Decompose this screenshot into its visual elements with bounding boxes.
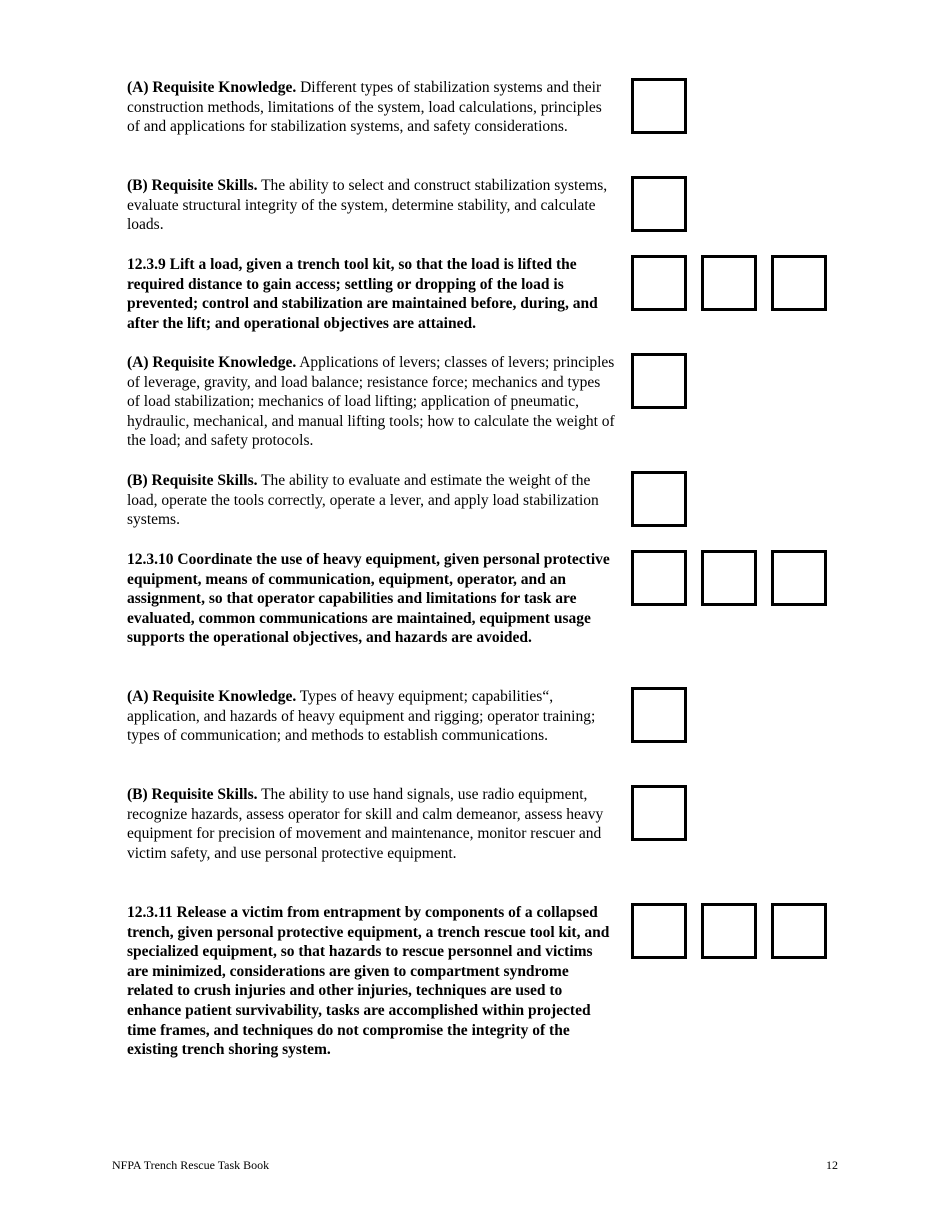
signoff-boxes bbox=[631, 353, 701, 409]
signoff-checkbox[interactable] bbox=[701, 903, 757, 959]
section-12-3-10-a bbox=[127, 687, 847, 746]
section-12-3-8-b bbox=[127, 176, 847, 235]
signoff-checkbox[interactable] bbox=[631, 176, 687, 232]
signoff-boxes bbox=[631, 903, 841, 959]
signoff-checkbox[interactable] bbox=[631, 785, 687, 841]
task-statement: 12.3.11 Release a victim from entrapment by components of a collapsed trench, given personal protective equipment, a trench rescue tool kit, and specialized equipment, so that hazards to rescue personnel and victims are minimized, considerations are given to compartment syndrome related to crush injuries and other injuries, techniques are used to enhance patient survivability, tasks are accomplished within projected time frames, and techniques do not compromise the integrity of the existing trench shoring system. bbox=[127, 904, 610, 1059]
signoff-checkbox[interactable] bbox=[701, 255, 757, 311]
requisite-knowledge-text: (A) Requisite Knowledge. Applications of levers; classes of levers; principles of leverage, gravity, and load balance; resistance force; mechanics and types of load stabilization; mechanics of load lifting; application of pneumatic, hydraulic, mechanical, and manual lifting tools; how to calculate the weight of the load; and safety protocols. bbox=[127, 354, 615, 450]
signoff-checkbox[interactable] bbox=[631, 78, 687, 134]
requisite-knowledge-text: (A) Requisite Knowledge. Different types of stabilization systems and their construction methods, limitations of the system, load calculations, principles of and applications for stabilization systems, and safety considerations. bbox=[127, 79, 602, 136]
signoff-checkbox[interactable] bbox=[631, 353, 687, 409]
signoff-boxes bbox=[631, 550, 841, 606]
signoff-boxes bbox=[631, 687, 701, 743]
section-12-3-10-b bbox=[127, 785, 847, 863]
signoff-checkbox[interactable] bbox=[701, 550, 757, 606]
signoff-checkbox[interactable] bbox=[631, 471, 687, 527]
section-12-3-10 bbox=[127, 550, 847, 648]
signoff-boxes bbox=[631, 785, 701, 841]
section-12-3-11 bbox=[127, 903, 847, 1060]
signoff-checkbox[interactable] bbox=[771, 903, 827, 959]
requisite-skills-text: (B) Requisite Skills. The ability to select and construct stabilization systems, evaluate structural integrity of the system, determine stability, and calculate loads. bbox=[127, 177, 608, 234]
signoff-checkbox[interactable] bbox=[771, 550, 827, 606]
signoff-checkbox[interactable] bbox=[631, 255, 687, 311]
signoff-checkbox[interactable] bbox=[771, 255, 827, 311]
requisite-skills-text: (B) Requisite Skills. The ability to use hand signals, use radio equipment, recognize hazards, assess operator for skill and calm demeanor, assess heavy equipment for precision of movement and maintenance, monitor rescuer and victim safety, and use personal protective equipment. bbox=[127, 786, 604, 862]
signoff-checkbox[interactable] bbox=[631, 687, 687, 743]
signoff-checkbox[interactable] bbox=[631, 903, 687, 959]
section-12-3-9 bbox=[127, 255, 847, 333]
section-12-3-9-b bbox=[127, 471, 847, 530]
requisite-knowledge-text: (A) Requisite Knowledge. Types of heavy equipment; capabilities“, application, and hazards of heavy equipment and rigging; operator training; types of communication; and methods to establish communications. bbox=[127, 688, 596, 745]
signoff-boxes bbox=[631, 255, 841, 311]
page-number: 12 bbox=[826, 1158, 838, 1172]
section-12-3-8-a bbox=[127, 78, 847, 137]
signoff-checkbox[interactable] bbox=[631, 550, 687, 606]
footer-title: NFPA Trench Rescue Task Book bbox=[112, 1158, 270, 1172]
requisite-skills-text: (B) Requisite Skills. The ability to evaluate and estimate the weight of the load, operate the tools correctly, operate a lever, and apply load stabilization systems. bbox=[127, 472, 599, 529]
signoff-boxes bbox=[631, 176, 701, 232]
signoff-boxes bbox=[631, 471, 701, 527]
task-statement: 12.3.10 Coordinate the use of heavy equipment, given personal protective equipment, means of communication, equipment, operator, and an assignment, so that operator capabilities and limitations for task are evaluated, common communications are maintained, equipment usage supports the operational objectives, and hazards are avoided. bbox=[127, 551, 610, 647]
task-statement: 12.3.9 Lift a load, given a trench tool kit, so that the load is lifted the required distance to gain access; settling or dropping of the load is prevented; control and stabilization are maintained before, during, and after the lift; and operational objectives are attained. bbox=[127, 256, 598, 332]
section-12-3-9-a bbox=[127, 353, 847, 451]
signoff-boxes bbox=[631, 78, 701, 134]
